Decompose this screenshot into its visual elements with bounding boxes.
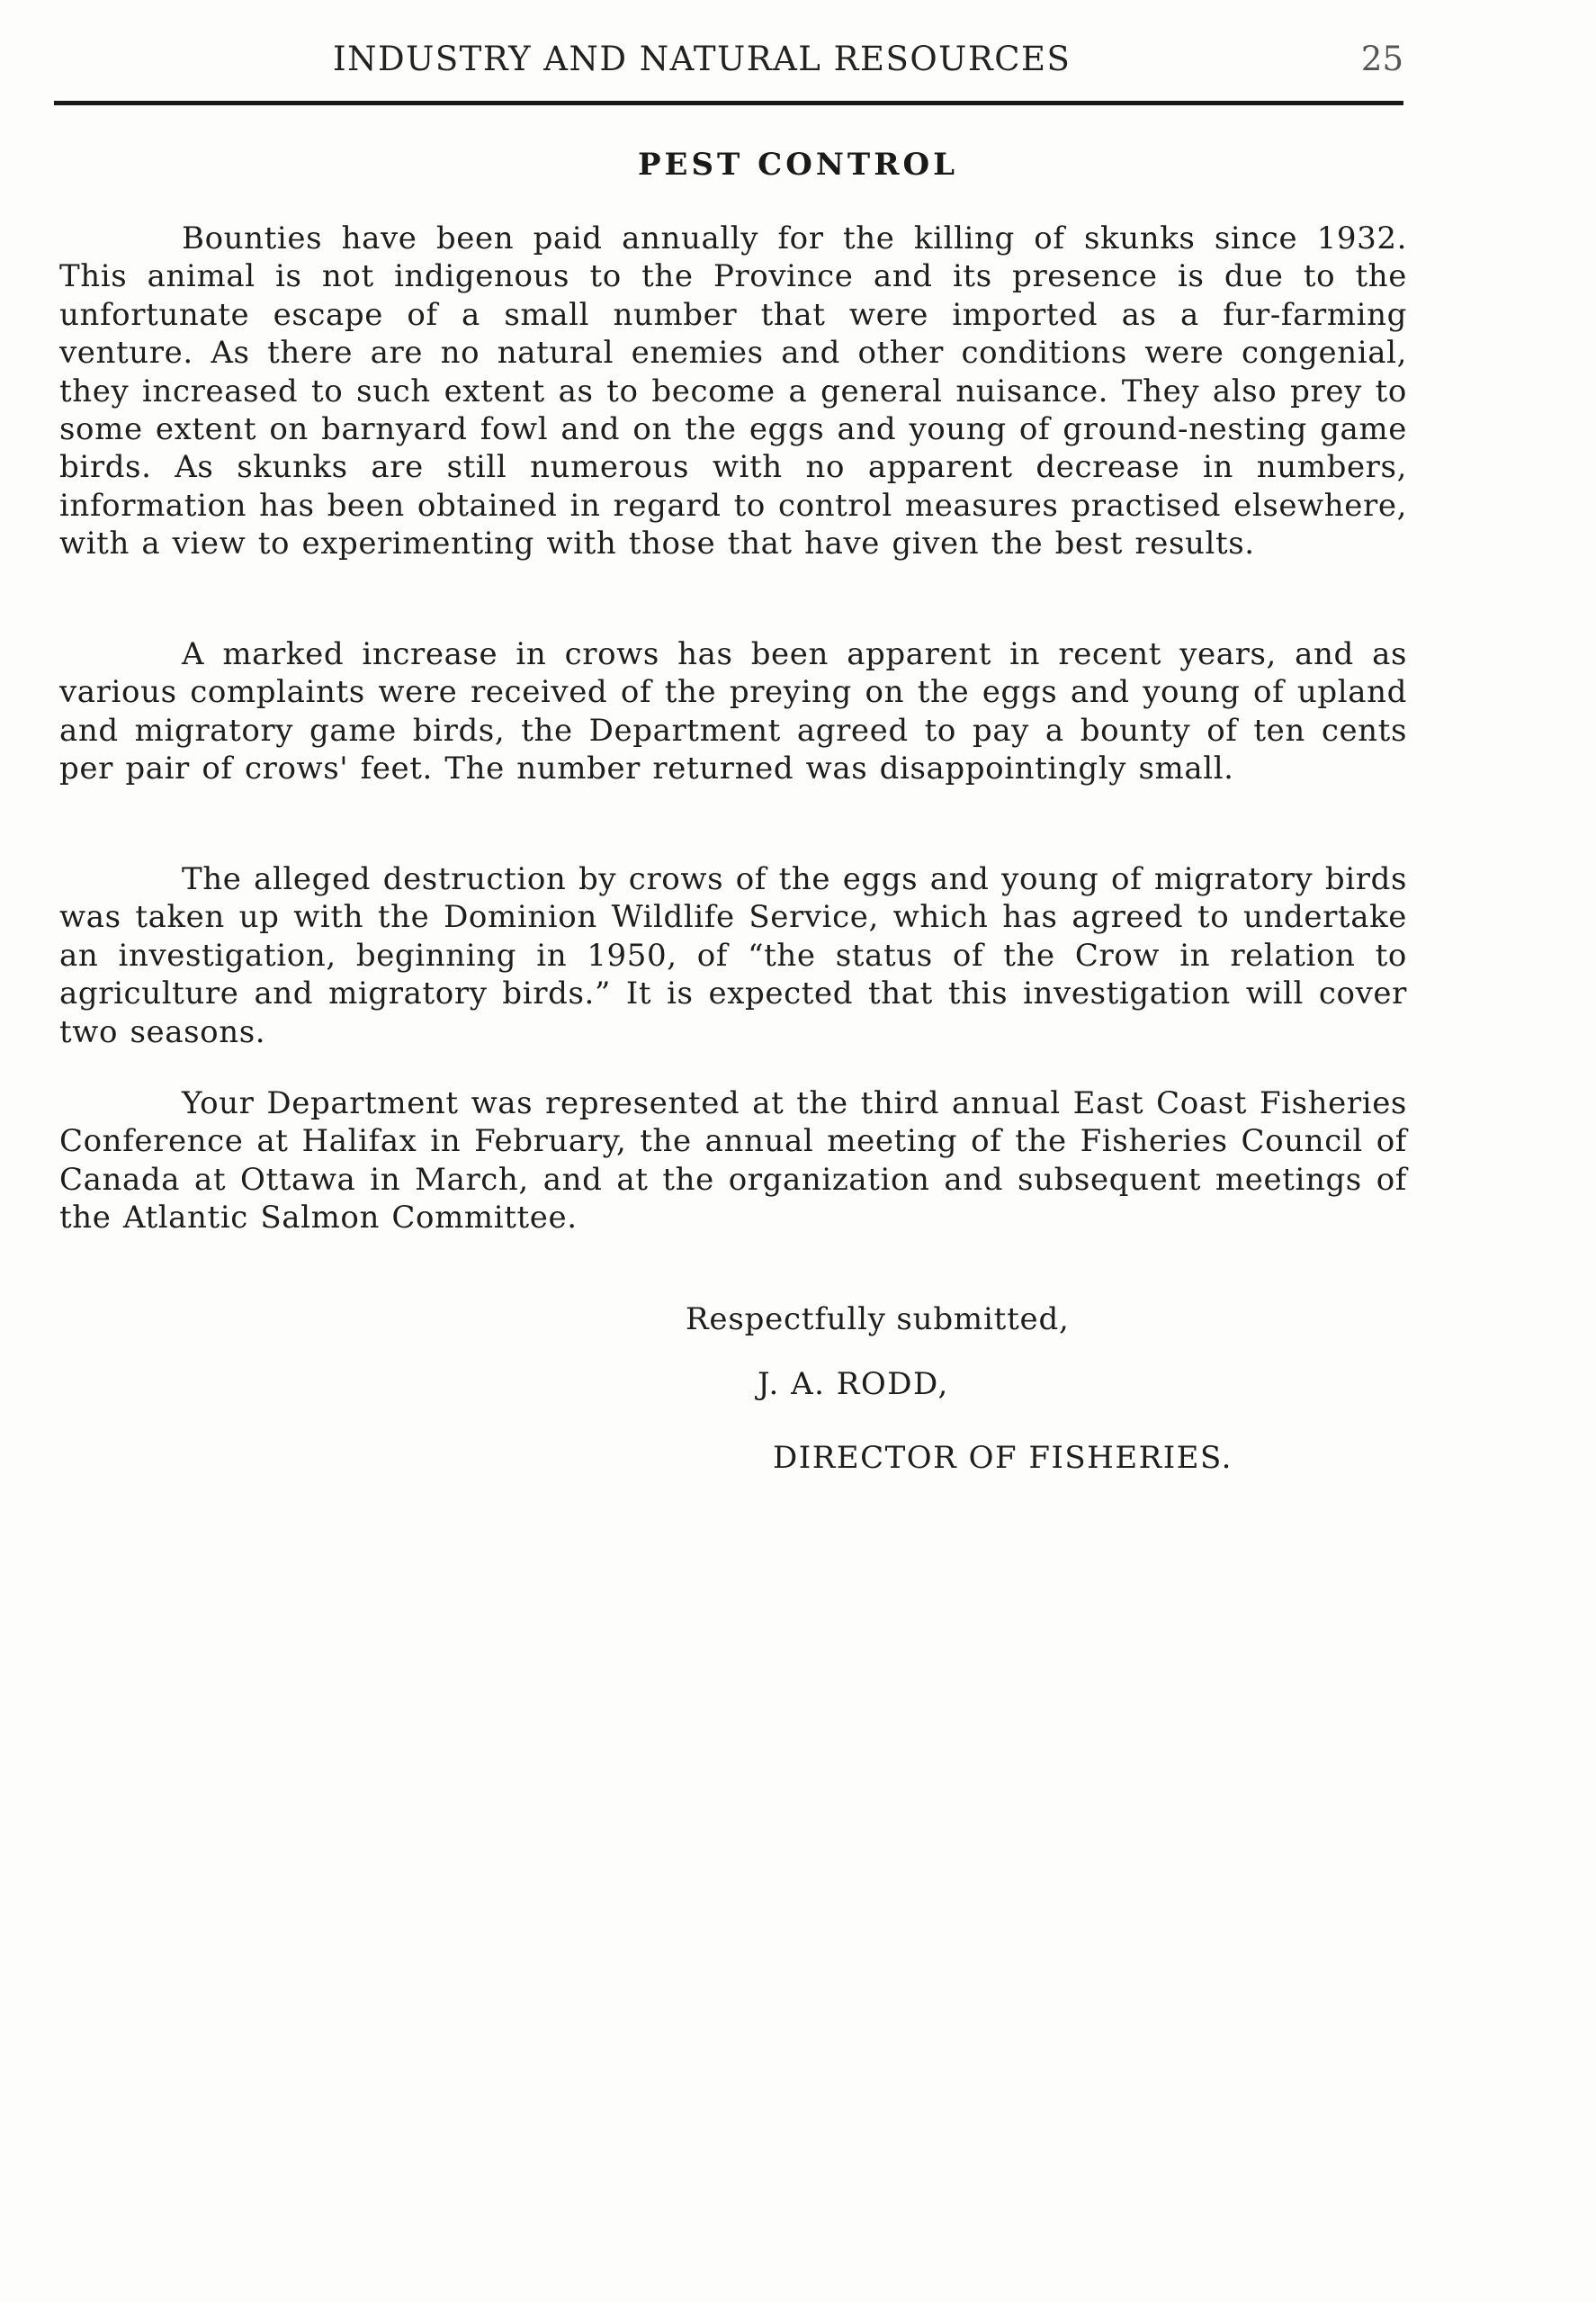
paragraph-conferences: Your Department was represented at the third annual East Coast Fisheries Conference at Halifax in February, the annual meeting of the Fisheries Council of Canada at Ottawa in March, and at the organization and subsequent meetings of the Atlantic Salmon Committee. xyxy=(59,1085,1407,1236)
signer-name: J. A. RODD, xyxy=(758,1366,949,1402)
paragraph-skunk-bounties: Bounties have been paid annually for the killing of skunks since 1932. This animal is not indigenous to the Province and its presence is due to the unfortunate escape of a small number that were imported as a fur-farming venture. As there are no natural enemies and other conditions were congenial, they increased to such extent as to become a general nuisance. They also prey to some extent on barnyard fowl and on the eggs and young of ground-nesting game birds. As skunks are still numerous with no apparent decrease in numbers, information has been obtained in regard to control measures practised elsewhere, with a view to experimenting with those that have given the best results. xyxy=(59,220,1407,562)
running-header xyxy=(54,34,1403,88)
page-number: 25 xyxy=(1360,40,1403,78)
paragraph-crow-investigation: The alleged destruction by crows of the eggs and young of migratory birds was taken up with the Dominion Wildlife Service, which has agreed to undertake an investigation, beginning in 1950, of “the status of the Crow in relation to agriculture and migratory birds.” It is expected that this investigation will cover two seasons. xyxy=(59,861,1407,1050)
signature-closing: Respectfully submitted, xyxy=(686,1301,1070,1337)
running-title: INDUSTRY AND NATURAL RESOURCES xyxy=(333,40,1071,78)
paragraph-crow-bounty: A marked increase in crows has been apparent in recent years, and as various complaints were received of the preying on the eggs and young of upland and migratory game birds, the Department agreed to pay a bounty of ten cents per pair of crows' feet. The number returned was disappointingly small. xyxy=(59,636,1407,787)
section-heading: PEST CONTROL xyxy=(637,147,958,183)
header-rule xyxy=(54,101,1403,105)
signer-title: DIRECTOR OF FISHERIES. xyxy=(773,1440,1233,1476)
